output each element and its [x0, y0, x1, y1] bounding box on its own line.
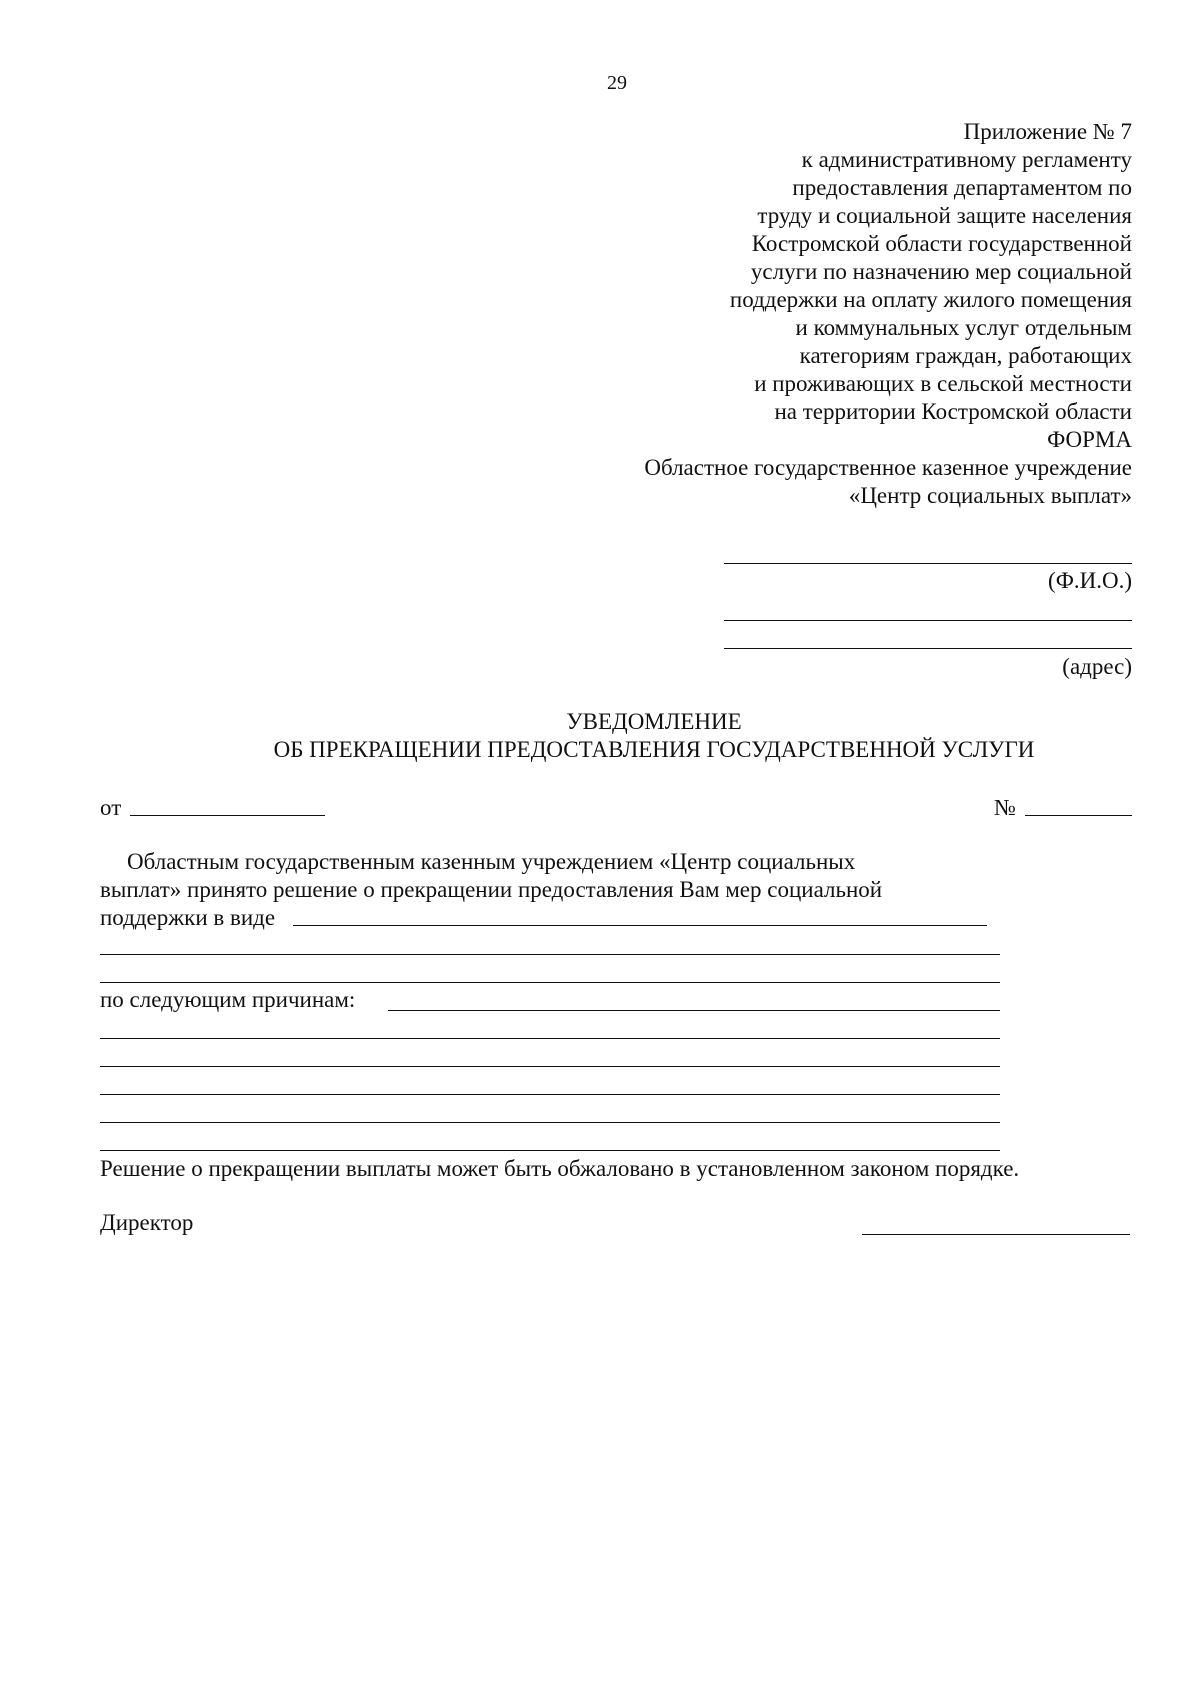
director-label: Директор: [100, 1210, 194, 1235]
reasons-field-line[interactable]: [100, 1094, 1000, 1095]
appendix-line: труду и социальной защите населения: [757, 203, 1132, 228]
appendix-line: Приложение № 7: [963, 119, 1132, 144]
fio-caption: (Ф.И.О.): [1048, 568, 1132, 593]
address-field-line[interactable]: [724, 648, 1132, 649]
body-line: Областным государственным казенным учреждением «Центр социальных: [127, 849, 856, 874]
support-type-field-line[interactable]: [100, 982, 1000, 983]
fio-field-line[interactable]: [724, 563, 1132, 564]
appeal-notice: Решение о прекращении выплаты может быть обжаловано в установленном законом порядке.: [100, 1156, 1020, 1181]
address-field-line[interactable]: [724, 620, 1132, 621]
number-label: №: [994, 795, 1016, 820]
institution-name: Областное государственное казенное учреждение: [644, 455, 1132, 480]
reasons-field-line[interactable]: [100, 1150, 1000, 1151]
reasons-field-line[interactable]: [100, 1122, 1000, 1123]
body-line: выплат» принято решение о прекращении предоставления Вам мер социальной: [100, 877, 883, 902]
document-title: УВЕДОМЛЕНИЕ: [566, 709, 742, 734]
director-signature-line[interactable]: [862, 1234, 1130, 1235]
appendix-line: к административному регламенту: [801, 147, 1132, 172]
appendix-line: поддержки на оплату жилого помещения: [729, 287, 1132, 312]
reasons-field-line[interactable]: [388, 1010, 1000, 1011]
appendix-line: Костромской области государственной: [751, 231, 1132, 256]
body-line: поддержки в виде: [100, 905, 276, 930]
support-type-field-line[interactable]: [293, 925, 987, 926]
appendix-line: и проживающих в сельской местности: [754, 371, 1132, 396]
appendix-line: предоставления департаментом по: [792, 175, 1132, 200]
reasons-label: по следующим причинам:: [100, 987, 356, 1012]
institution-name: «Центр социальных выплат»: [848, 483, 1132, 508]
page-number: 29: [607, 72, 627, 94]
reasons-field-line[interactable]: [100, 1066, 1000, 1067]
form-label: ФОРМА: [1047, 427, 1132, 452]
appendix-line: на территории Костромской области: [774, 399, 1132, 424]
appendix-block: [644, 118, 1132, 510]
date-field-line[interactable]: [130, 815, 325, 816]
date-label: от: [100, 795, 122, 820]
appendix-line: услуги по назначению мер социальной: [750, 259, 1132, 284]
support-type-field-line[interactable]: [100, 954, 1000, 955]
document-subtitle: ОБ ПРЕКРАЩЕНИИ ПРЕДОСТАВЛЕНИЯ ГОСУДАРСТВЕННОЙ УСЛУГИ: [273, 737, 1035, 762]
appendix-line: и коммунальных услуг отдельным: [795, 315, 1132, 340]
appendix-line: категориям граждан, работающих: [799, 343, 1132, 368]
address-caption: (адрес): [1062, 654, 1132, 679]
reasons-field-line[interactable]: [100, 1038, 1000, 1039]
number-field-line[interactable]: [1025, 815, 1132, 816]
